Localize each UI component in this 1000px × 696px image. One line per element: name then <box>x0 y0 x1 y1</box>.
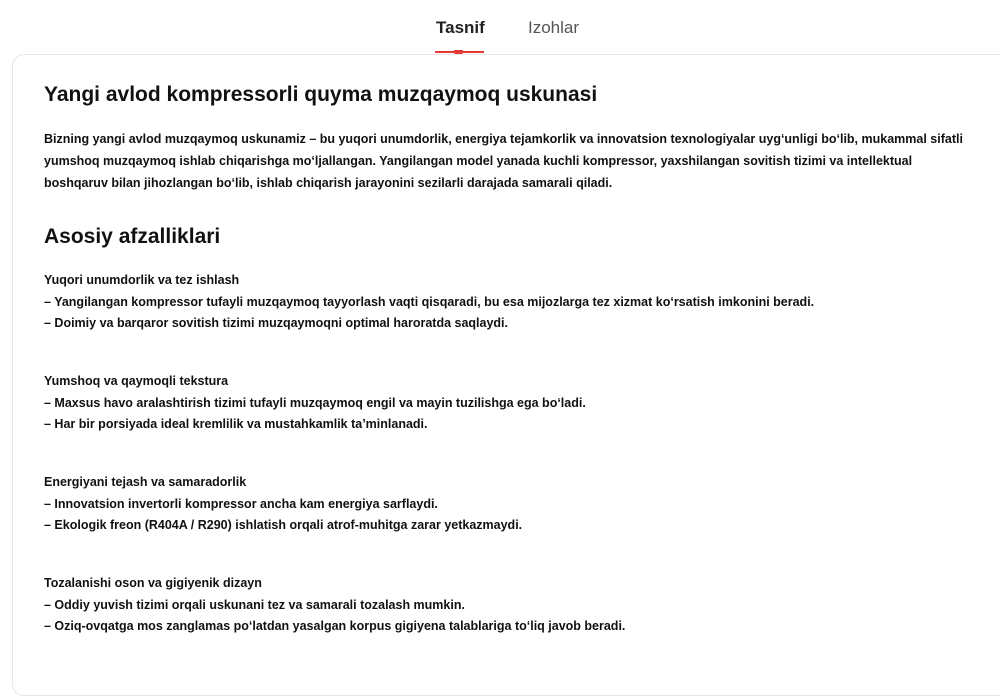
advantages-heading: Asosiy afzalliklari <box>44 225 221 248</box>
advantage-point: – Oddiy yuvish tizimi orqali uskunani tez va samarali tozalash mumkin. <box>44 597 465 612</box>
advantage-group <box>44 270 974 335</box>
tab-bar <box>0 0 1000 54</box>
advantage-point: – Ekologik freon (R404A / R290) ishlatish orqali atrof-muhitga zarar yetkazmaydi. <box>44 518 523 533</box>
advantage-point: – Doimiy va barqaror sovitish tizimi muzqaymoqni optimal haroratda saqlaydi. <box>44 316 509 331</box>
intro-paragraph: Bizning yangi avlod muzqaymoq uskunamiz – bu yuqori unumdorlik, energiya tejamkorlik va innovatsion texnologiyalar uyg‘unligi bo‘lib, mukammal sifatli yumshoq muzqaymoq ishlab chiqarishga mo‘ljallangan. Yangilangan model yanada kuchli kompressor, yaxshilangan sovitish tizimi va intellektual boshqaruv bilan jihozlangan bo‘lib, ishlab chiqarish jarayonini sezilarli darajada samarali qiladi. <box>44 132 963 190</box>
tab-reviews[interactable]: Izohlar <box>528 18 580 37</box>
advantage-group <box>44 573 974 638</box>
advantage-heading: Tozalanishi oson va gigiyenik dizayn <box>44 576 262 590</box>
advantage-heading: Energiyani tejash va samaradorlik <box>44 475 247 489</box>
advantage-heading: Yuqori unumdorlik va tez ishlash <box>44 273 240 287</box>
advantage-group <box>44 472 974 537</box>
advantage-point: – Maxsus havo aralashtirish tizimi tufayli muzqaymoq engil va mayin tuzilishga ega bo‘ladi. <box>44 395 586 410</box>
advantage-group <box>44 371 974 436</box>
advantage-point: – Oziq-ovqatga mos zanglamas po‘latdan yasalgan korpus gigiyena talablariga to‘liq javob beradi. <box>44 619 626 634</box>
advantage-point: – Yangilangan kompressor tufayli muzqaymoq tayyorlash vaqti qisqaradi, bu esa mijozlarga tez xizmat ko‘rsatish imkonini beradi. <box>44 294 815 309</box>
advantage-point: – Har bir porsiyada ideal kremlilik va mustahkamlik ta’minlanadi. <box>44 417 428 432</box>
advantage-point: – Innovatsion invertorli kompressor ancha kam energiya sarflaydi. <box>44 496 438 511</box>
advantage-heading: Yumshoq va qaymoqli tekstura <box>44 374 229 388</box>
tab-description[interactable]: Tasnif <box>436 18 485 37</box>
product-title: Yangi avlod kompressorli quyma muzqaymoq uskunasi <box>44 83 598 106</box>
